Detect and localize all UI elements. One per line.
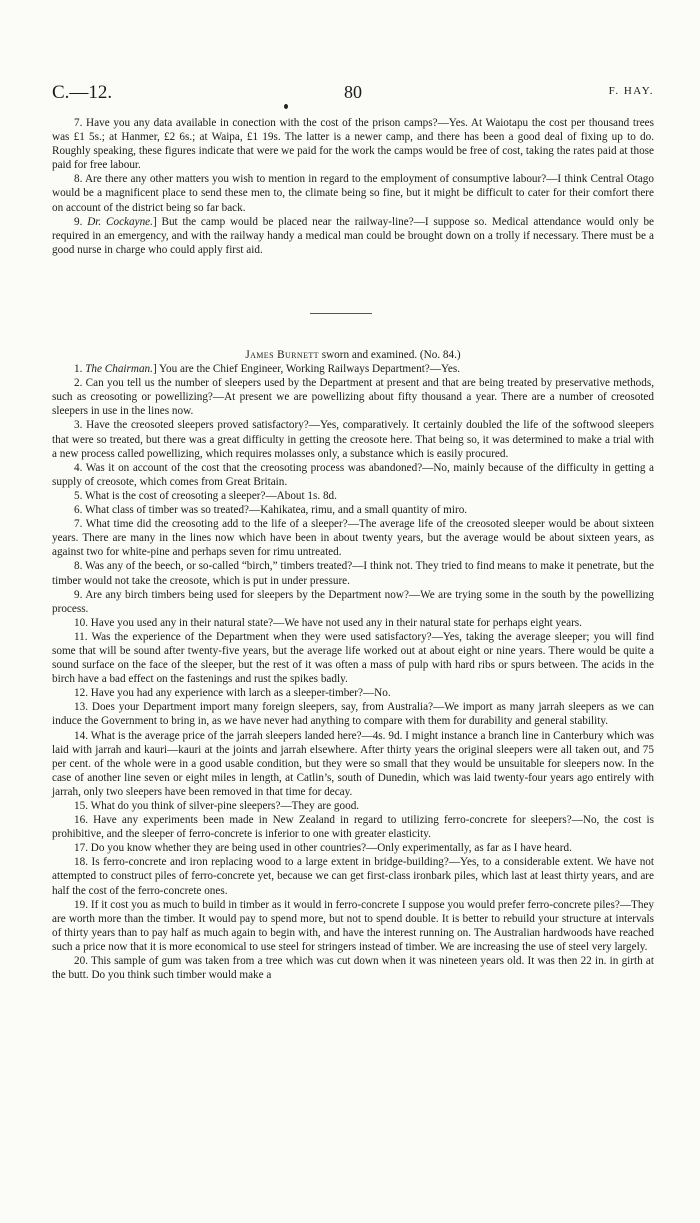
continued-evidence xyxy=(52,116,654,257)
question-answer: 18. Is ferro-concrete and iron replacing wood to a large extent in bridge-building?—Yes, to a considerable extent. We have not attempted to construct piles of ferro-concrete yet, because we can get first-class ironbark piles, which last at least thirty years, and are half the cost of the ferro-concrete ones. xyxy=(52,856,654,897)
question-answer: 2. Can you tell us the number of sleepers used by the Department at present and that are being treated by preservative methods, such as creosoting or powellizing?—At present we are powellizing about fifty thousand a year. There are a number of creosoted sleepers in use in the lines now. xyxy=(52,377,654,418)
question-answer: 7. Have you any data available in conection with the cost of the prison camps?—Yes. At Waiotapu the cost per thousand trees was £1 5s.; at Hanmer, £2 6s.; at Waipa, £1 19s. The latter is a newer camp, and there has been a good deal of fixing up to do. Roughly speaking, these figures indicate that were we paid for the work the camps would be free of cost, taking the rates paid at those paid for free labour. xyxy=(52,117,654,172)
paper-reference: C.—12. xyxy=(52,82,113,103)
question-answer: 10. Have you used any in their natural state?—We have not used any in their natural state for perhaps eight years. xyxy=(74,616,582,629)
question-number: 9. xyxy=(74,215,83,228)
speaker-name: The Chairman. xyxy=(85,363,153,376)
witness-heading-text: sworn and examined. (No. 84.) xyxy=(318,349,461,361)
question-answer xyxy=(52,215,654,257)
ink-dot xyxy=(284,104,288,109)
question-answer: 20. This sample of gum was taken from a tree which was cut down when it was nineteen years old. It was then 22 in. in girth at the butt. Do you think such timber would make a xyxy=(52,955,654,982)
witness-name: James Burnett xyxy=(245,349,319,361)
witness-heading xyxy=(52,348,654,362)
question-answer: 12. Have you had any experience with larch as a sleeper-timber?—No. xyxy=(74,687,391,700)
question-answer: 8. Are there any other matters you wish to mention in regard to the employment of consumptive labour?—I think Central Otago would be a magnificent place to send these men to, the climate being so fine, but it might be difficult to cater for their comfort there on account of the district being so far back. xyxy=(52,173,654,214)
question-answer: 4. Was it on account of the cost that the creosoting process was abandoned?—No, mainly because of the difficulty in getting a supply of creosote, which comes from Great Britain. xyxy=(52,461,654,488)
section-divider xyxy=(310,313,372,314)
question-answer: 15. What do you think of silver-pine sleepers?—They are good. xyxy=(74,800,360,812)
question-answer: 14. What is the average price of the jarrah sleepers landed here?—4s. 9d. I might instance a branch line in Canterbury which was laid with jarrah and kauri—kauri at the joints and jarrah elsewhere. After thirty years the original sleepers were all taken out, and 75 per cent. of the whole were in a good usable condition, but they were so small that they would be unsuitable for sleepers now. In the case of another line seven or eight miles in length, at Catlin’s, south of Dunedin, which was laid twenty-four years ago entirely with jarrah, only two sleepers have been removed in that time for decay. xyxy=(52,729,654,798)
witness-name-header: F. HAY. xyxy=(608,85,654,97)
question-answer: 9. Are any birch timbers being used for sleepers by the Department now?—We are trying some in the south by the powellizing process. xyxy=(52,588,654,615)
page-number: 80 xyxy=(344,82,362,102)
witness-evidence xyxy=(52,348,654,982)
page-header xyxy=(52,82,654,104)
question-answer: 13. Does your Department import many foreign sleepers, say, from Australia?—We import as many jarrah sleepers as we can induce the Government to bring in, as we have never had anything to compare with them for durability and general stability. xyxy=(52,701,654,728)
question-text: ] But the camp would be placed near the railway-line?—I suppose so. Medical attendance would only be required in an emergency, and with the railway handy a medical man could be brought down on a trolly if necessary. There must be a good nurse in charge who could apply first aid. xyxy=(52,215,655,256)
question-answer: 11. Was the experience of the Department when they were used satisfactory?—Yes, taking the average sleeper; you will find some that will be sound after twenty-five years, but the average life worked out at about eight or nine years. There would be quite a sound surface on the face of the sleeper, but the rest of it was often a mass of pulp with hard ribs or spurs between. The acids in the birch have a bad effect on the fastenings and rust the spikes badly. xyxy=(52,630,654,686)
question-answer: 16. Have any experiments been made in New Zealand in regard to utilizing ferro-concrete for sleepers?—No, the cost is prohibitive, and the sleeper of ferro-concrete is inferior to one with greater elasticity. xyxy=(52,814,654,841)
question-answer: 8. Was any of the beech, or so-called “birch,” timbers treated?—I think not. They tried to find means to make it penetrate, but the timber would not take the creosote, which is put in under pressure. xyxy=(52,560,654,587)
question-answer: 5. What is the cost of creosoting a sleeper?—About 1s. 8d. xyxy=(74,489,337,502)
question-answer: 6. What class of timber was so treated?—Kahikatea, rimu, and a small quantity of miro. xyxy=(74,504,468,517)
speaker-name: Dr. Cockayne. xyxy=(87,215,153,228)
question-text: ] You are the Chief Engineer, Working Railways Department?—Yes. xyxy=(152,363,461,376)
question-number: 1. xyxy=(74,363,83,376)
question-answer: 17. Do you know whether they are being used in other countries?—Only experimentally, as far as I have heard. xyxy=(74,842,572,855)
question-answer: 7. What time did the creosoting add to the life of a sleeper?—The average life of the creosoted sleeper would be about sixteen years. There are many in the lines now which have been in about twenty years, but the average would be about sixteen years, as against two for white-pine and perhaps seven for rimu untreated. xyxy=(52,518,654,559)
question-answer: 3. Have the creosoted sleepers proved satisfactory?—Yes, comparatively. It certainly doubled the life of the softwood sleepers that were so treated, but there was a great difficulty in getting the creosote here. That being so, it was determined to make a trial with a new process called powellizing, which requires molasses only, a substance which is easily procured. xyxy=(52,419,654,460)
question-answer xyxy=(52,362,654,376)
question-answer: 19. If it cost you as much to build in timber as it would in ferro-concrete I suppose you would prefer ferro-concrete piles?—They are worth more than the timber. It would pay to spend more, but not to spend double. It is better to rebuild your structure at intervals of thirty years than to pay half as much again to begin with, and have the interest running on. The Australian hardwoods have reached such a price now that it is more economical to use steel for stringers instead of timber. We are increasing the use of steel very largely. xyxy=(52,898,654,953)
